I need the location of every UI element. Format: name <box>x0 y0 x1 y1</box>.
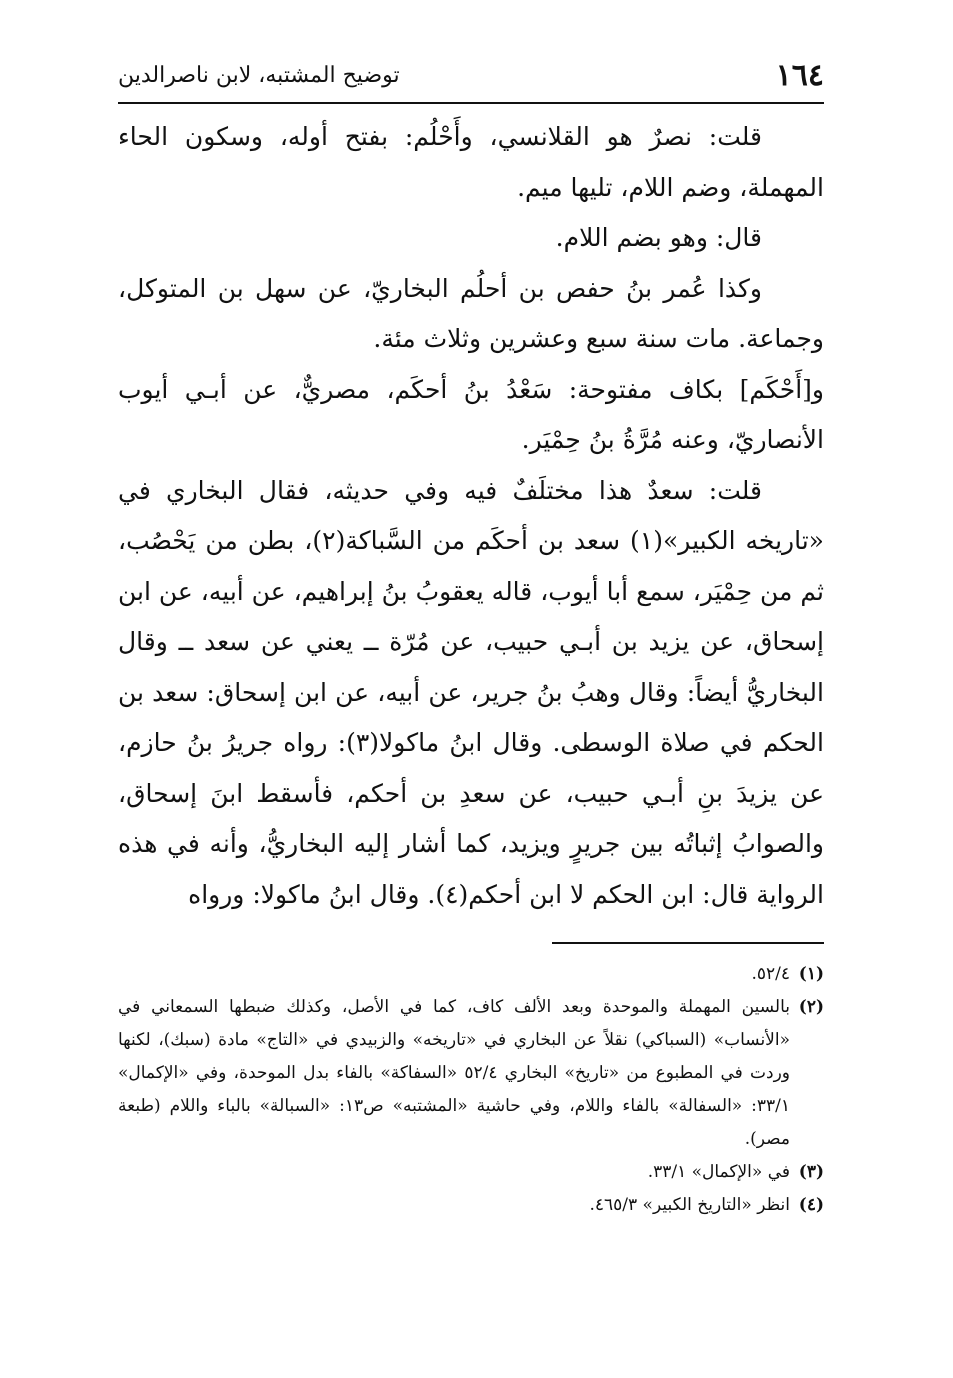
footnote-number: (٤) <box>798 1195 824 1215</box>
footnote-text: ٥٢/٤. <box>751 964 790 984</box>
footnote <box>118 1189 824 1222</box>
footnote-number: (٣) <box>798 1162 824 1182</box>
header-rule <box>118 102 824 104</box>
footnote-text: في «الإكمال» ٣٣/١. <box>647 1162 790 1182</box>
paragraph: قلت: سعدٌ هذا مختلَفٌ فيه وفي حديثه، فقال البخاري في «تاريخه الكبير»(١) سعد بن أحكَم من السَّباكة(٢)، بطن من يَحْصُب، ثم من حِمْيَر، سمع أبا أيوب، قاله يعقوبُ بنُ إبراهيم، عن أبيه، عن ابن إسحاق، عن يزيد بن أبـي حبيب، عن مُرّة ــ يعني عن سعد ــ وقال البخاريُّ أيضاً: وقال وهبُ بنُ جرير، عن أبيه، عن ابن إسحاق: سعد بن الحكم في صلاة الوسطى. وقال ابنُ ماكولا(٣): رواه جريرُ بنُ حازم، عن يزيدَ بنِ أبـي حبيب، عن سعدِ بن أحكم، فأسقط ابنَ إسحاق، والصوابُ إثباتُه بين جريرٍ ويزيد، كما أشار إليه البخاريُّ، وأنه في هذه الرواية قال: ابن الحكم لا ابن أحكم(٤). وقال ابنُ ماكولا: ورواه <box>118 475 824 909</box>
paragraph: قلت: نصرٌ هو القلانسي، وأَحْلُم: بفتح أوله، وسكون الحاء المهملة، وضم اللام، تليها ميم. <box>118 122 824 202</box>
footnote <box>118 958 824 991</box>
page-number: ١٦٤ <box>775 57 824 93</box>
footnote-text: بالسين المهملة والموحدة وبعد الألف كاف، كما في الأصل، وكذلك ضبطها السمعاني في «الأنساب» (السباكي) نقلاً عن البخاري في «تاريخه» والزبيدي في «التاج» مادة (سبك)، لكنها وردت في المطبوع من «تاريخ» البخاري ٥٢/٤ «السفاكة» بالفاء بدل الموحدة، وفي «الإكمال» ٣٣/١: «السفالة» بالفاء واللام، وفي حاشية «المشتبه» ص١٣: «السبالة» بالباء واللام (طبعة مصر). <box>118 997 790 1149</box>
footnote-separator <box>552 942 824 944</box>
footnote-number: (١) <box>798 964 824 984</box>
footnote <box>118 991 824 1156</box>
main-text <box>118 112 824 920</box>
running-title: توضيح المشتبه، لابن ناصرالدين <box>118 62 400 88</box>
paragraph: وكذا عُمر بنُ حفص بن أحلُم البخاريّ، عن سهل بن المتوكل، وجماعة. مات سنة سبع وعشرين وثلاث مئة. <box>118 273 824 353</box>
footnotes <box>118 958 824 1222</box>
paragraph: و[أَحْكَم] بكاف مفتوحة: سَعْدُ بنُ أحكَم، مصريٌّ، عن أبـي أيوب الأنصاريّ، وعنه مُرَّةُ بنُ حِمْيَر. <box>118 374 824 454</box>
footnote <box>118 1156 824 1189</box>
footnote-text: انظر «التاريخ الكبير» ٤٦٥/٣. <box>589 1195 790 1215</box>
page-header <box>118 52 824 98</box>
footnote-number: (٢) <box>798 997 824 1017</box>
paragraph: قال: وهو بضم اللام. <box>555 223 762 252</box>
